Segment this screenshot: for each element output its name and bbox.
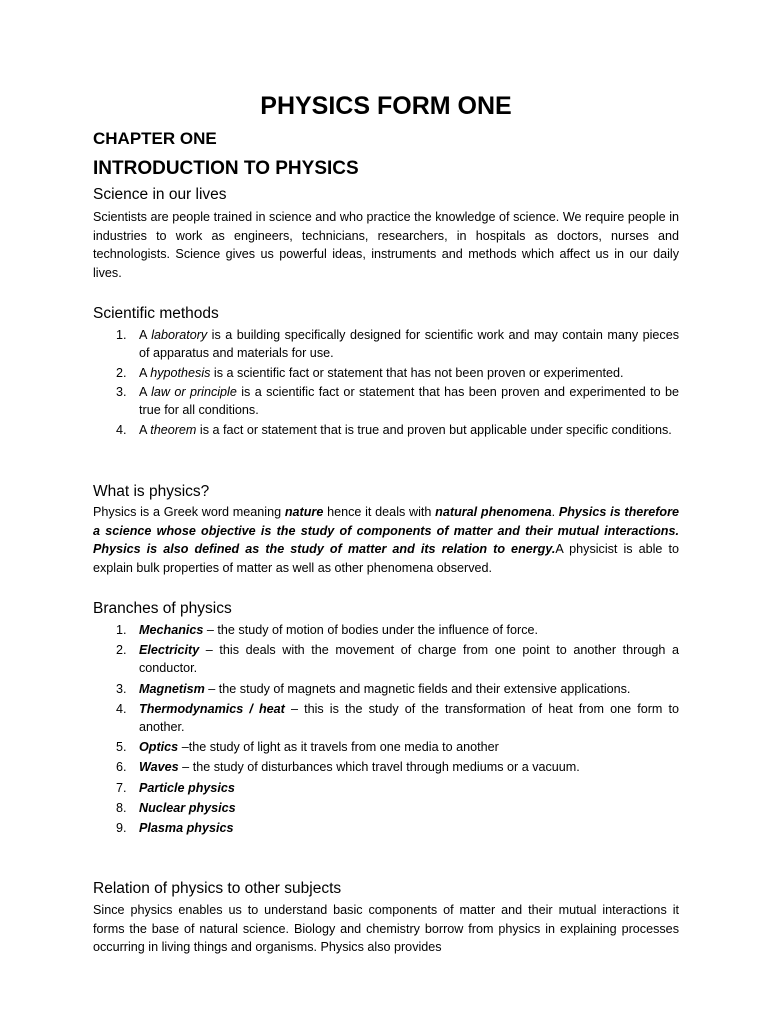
method-text: is a building specifically designed for scientific work and may contain many pieces of apparatus and materials for use.: [139, 328, 679, 361]
relation-paragraph: Since physics enables us to understand basic components of matter and their mutual interactions it forms the base of natural science. Biology and chemistry borrow from physics in explaining processes occurring in living things and organisms. Physics also provides: [93, 903, 679, 954]
methods-heading: Scientific methods: [93, 305, 219, 322]
list-item: [93, 819, 679, 837]
method-text: is a fact or statement that is true and proven but applicable under specific conditions.: [196, 422, 672, 437]
science-heading: Science in our lives: [93, 186, 227, 203]
list-item: [93, 779, 679, 797]
item-prefix: A: [139, 422, 151, 437]
list-number: 2.: [116, 365, 127, 380]
physics-text: Physics is a Greek word meaning: [93, 505, 285, 519]
list-item: [93, 799, 679, 817]
list-item: [93, 421, 679, 439]
list-number: 1.: [116, 328, 127, 342]
physics-text: .: [551, 505, 559, 519]
list-number: 7.: [116, 780, 127, 795]
document-title: PHYSICS FORM ONE: [260, 92, 512, 120]
list-number: 8.: [116, 800, 127, 815]
list-item: [93, 383, 679, 419]
list-item: [93, 326, 679, 362]
list-number: 2.: [116, 643, 127, 658]
method-term: laboratory: [151, 328, 208, 342]
list-number: 1.: [116, 623, 127, 637]
chapter-title: INTRODUCTION TO PHYSICS: [93, 158, 359, 179]
list-number: 3.: [116, 681, 127, 696]
method-text: is a scientific fact or statement that has been proven and experimented to be true for all conditions.: [139, 384, 679, 418]
method-term: hypothesis: [150, 365, 211, 380]
list-item: [93, 700, 679, 736]
physics-text: A physicist is able to explain bulk properties of matter as well as other phenomena observed.: [93, 542, 679, 575]
physics-text: hence it deals with: [323, 505, 436, 519]
physics-heading: What is physics?: [93, 483, 210, 500]
branch-term: Magnetism: [139, 681, 205, 696]
item-prefix: A: [139, 384, 152, 399]
branch-term: Nuclear physics: [139, 800, 236, 815]
branch-term: Thermodynamics / heat: [139, 701, 285, 716]
list-number: 4.: [116, 701, 127, 716]
list-item: [93, 641, 679, 677]
branch-term: Mechanics: [139, 623, 204, 637]
branch-text: – the study of magnets and magnetic fields and their extensive applications.: [204, 681, 631, 696]
method-text: is a scientific fact or statement that has not been proven or experimented.: [210, 365, 624, 380]
list-item: [93, 738, 679, 756]
chapter-label: CHAPTER ONE: [93, 129, 217, 148]
branches-heading: Branches of physics: [93, 600, 232, 617]
list-number: 9.: [116, 821, 127, 836]
list-item: [93, 621, 679, 639]
branches-list: [93, 621, 679, 839]
branch-term: Electricity: [139, 643, 200, 658]
method-term: theorem: [150, 422, 197, 437]
list-number: 3.: [116, 384, 127, 399]
methods-list: [93, 326, 679, 440]
list-item: [93, 680, 679, 698]
list-item: [93, 364, 679, 382]
science-paragraph: Scientists are people trained in science and who practice the knowledge of science. We require people in industries to work as engineers, technicians, researchers, in hospitals as doctors, nurses and technologists. Science gives us powerful ideas, instruments and methods which affect us in our daily lives.: [93, 210, 679, 280]
branch-text: – this deals with the movement of charge from one point to another through a conductor.: [139, 643, 679, 676]
term-nature: nature: [284, 505, 324, 519]
list-number: 6.: [116, 760, 127, 775]
physics-definition: Physics is therefore a science whose objective is the study of components of matter and their mutual interactions. Physics is also defined as the study of matter and its relation to energy.: [93, 505, 680, 556]
item-prefix: A: [139, 365, 151, 380]
branch-text: –the study of light as it travels from one media to another: [178, 740, 499, 755]
branch-term: Optics: [139, 740, 179, 755]
branch-term: Waves: [139, 760, 179, 775]
branch-text: – this is the study of the transformation of heat from one form to another.: [139, 701, 679, 735]
relation-heading: Relation of physics to other subjects: [93, 880, 342, 897]
branch-text: – the study of disturbances which travel through mediums or a vacuum.: [178, 760, 580, 775]
branch-term: Plasma physics: [139, 821, 234, 836]
list-item: [93, 758, 679, 776]
branch-text: – the study of motion of bodies under the influence of force.: [203, 623, 539, 637]
list-number: 5.: [116, 740, 127, 755]
physics-paragraph: [93, 503, 679, 577]
branch-term: Particle physics: [139, 780, 235, 795]
term-natural-phenomena: natural phenomena: [435, 505, 552, 519]
list-number: 4.: [116, 422, 127, 437]
method-term: law or principle: [151, 384, 237, 399]
item-prefix: A: [139, 328, 152, 342]
